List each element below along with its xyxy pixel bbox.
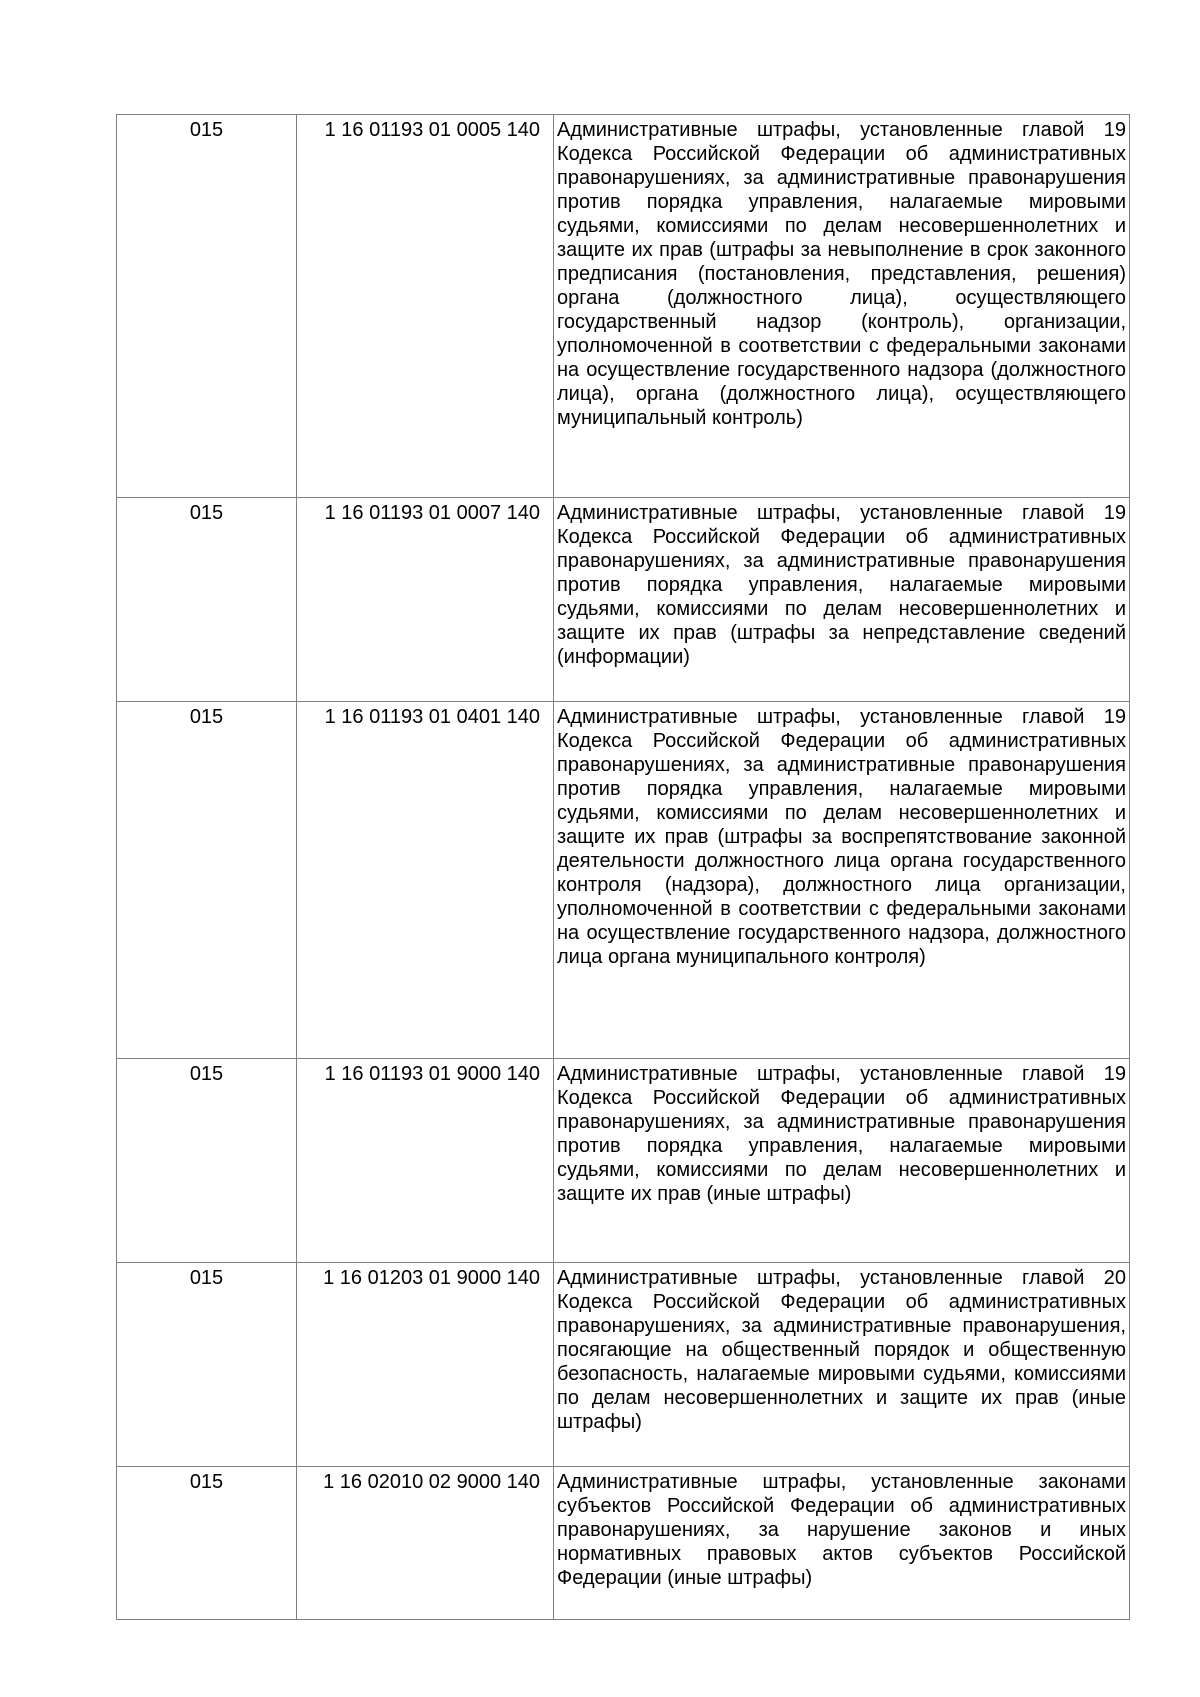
description-cell: Административные штрафы, установленные главой 19 Кодекса Российской Федерации об административных правонарушениях, за административные правонарушения против порядка управления, налагаемые мировыми судьями, комиссиями по делам несовершеннолетних и защите их прав (штрафы за невыполнение в срок законного предписания (постановления, представления, решения) органа (должностного лица), осуществляющего государственный надзор (контроль), организации, уполномоченной в соответствии с федеральными законами на осуществление государственного надзора (должностного лица), органа (должностного лица), осуществляющего муниципальный контроль) — [554, 115, 1130, 498]
description-cell: Административные штрафы, установленные законами субъектов Российской Федерации об административных правонарушениях, за нарушение законов и иных нормативных правовых актов субъектов Российской Федерации (иные штрафы) — [554, 1467, 1130, 1620]
admin-code-cell: 015 — [117, 1263, 297, 1467]
table-row — [117, 1059, 1130, 1263]
kbk-code-cell: 1 16 01193 01 0007 140 — [297, 498, 554, 702]
table-row — [117, 115, 1130, 498]
admin-code-cell: 015 — [117, 498, 297, 702]
admin-code-cell: 015 — [117, 115, 297, 498]
table-row — [117, 498, 1130, 702]
description-cell: Административные штрафы, установленные главой 20 Кодекса Российской Федерации об административных правонарушениях, за административные правонарушения, посягающие на общественный порядок и общественную безопасность, налагаемые мировыми судьями, комиссиями по делам несовершеннолетних и защите их прав (иные штрафы) — [554, 1263, 1130, 1467]
kbk-code-cell: 1 16 01193 01 0005 140 — [297, 115, 554, 498]
admin-code-cell: 015 — [117, 1467, 297, 1620]
kbk-code-cell: 1 16 02010 02 9000 140 — [297, 1467, 554, 1620]
table-row — [117, 1467, 1130, 1620]
table-row — [117, 1263, 1130, 1467]
description-cell: Административные штрафы, установленные главой 19 Кодекса Российской Федерации об административных правонарушениях, за административные правонарушения против порядка управления, налагаемые мировыми судьями, комиссиями по делам несовершеннолетних и защите их прав (штрафы за непредставление сведений (информации) — [554, 498, 1130, 702]
table-row — [117, 702, 1130, 1059]
revenue-code-table — [116, 114, 1130, 1620]
admin-code-cell: 015 — [117, 702, 297, 1059]
admin-code-cell: 015 — [117, 1059, 297, 1263]
kbk-code-cell: 1 16 01203 01 9000 140 — [297, 1263, 554, 1467]
description-cell: Административные штрафы, установленные главой 19 Кодекса Российской Федерации об административных правонарушениях, за административные правонарушения против порядка управления, налагаемые мировыми судьями, комиссиями по делам несовершеннолетних и защите их прав (штрафы за воспрепятствование законной деятельности должностного лица органа государственного контроля (надзора), должностного лица организации, уполномоченной в соответствии с федеральными законами на осуществление государственного надзора, должностного лица органа муниципального контроля) — [554, 702, 1130, 1059]
description-cell: Административные штрафы, установленные главой 19 Кодекса Российской Федерации об административных правонарушениях, за административные правонарушения против порядка управления, налагаемые мировыми судьями, комиссиями по делам несовершеннолетних и защите их прав (иные штрафы) — [554, 1059, 1130, 1263]
kbk-code-cell: 1 16 01193 01 0401 140 — [297, 702, 554, 1059]
kbk-code-cell: 1 16 01193 01 9000 140 — [297, 1059, 554, 1263]
